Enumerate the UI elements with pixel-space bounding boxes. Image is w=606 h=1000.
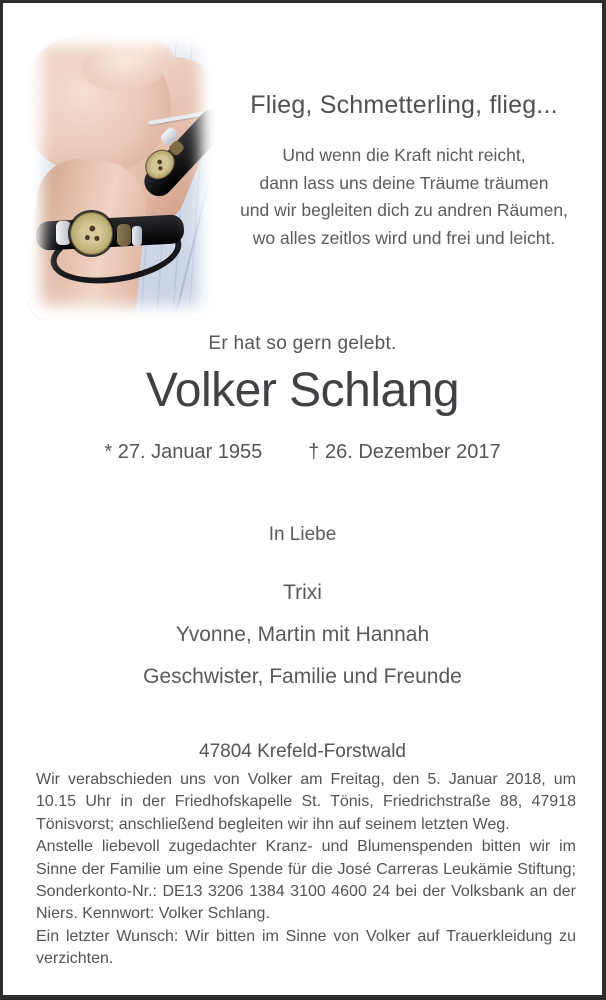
mourners-list <box>3 572 602 698</box>
photo-left-bracelet-silver-bead-2 <box>132 226 142 246</box>
photo-left-bracelet-silver-bead <box>56 221 71 245</box>
poem-line-1: Und wenn die Kraft nicht reicht, <box>282 145 526 165</box>
funeral-paragraph-3: Ein letzter Wunsch: Wir bitten im Sinne von Volker auf Trauerkleidung zu verzichten. <box>36 927 576 968</box>
poem-line-4: wo alles zeitlos wird und frei und leicht. <box>252 227 556 248</box>
poem-block <box>216 89 592 252</box>
memorial-photo <box>28 32 214 320</box>
mourner-name-3: Geschwister, Familie und Freunde <box>143 665 462 688</box>
poem-line-3: und wir begleiten dich zu andren Räumen, <box>240 200 568 220</box>
photo-left-bracelet-bronze-bead <box>117 224 131 246</box>
city-line: 47804 Krefeld-Forstwald <box>199 741 406 762</box>
birth-date: * 27. Januar 1955 <box>104 441 263 463</box>
funeral-paragraph-1: Wir verabschieden uns von Volker am Freitag, den 5. Januar 2018, um 10.15 Uhr in der Friedhofskapelle St. Tönis, Friedrichstraße 88, 47918 Tönisvorst; anschließend begleiten wir ihn auf seinem letzten Weg. <box>36 771 576 833</box>
poem-title: Flieg, Schmetterling, flieg... <box>250 91 558 119</box>
photo-left-bracelet-medallion <box>70 212 113 255</box>
mourners-intro: In Liebe <box>268 524 337 545</box>
mourner-name-2: Yvonne, Martin mit Hannah <box>175 623 430 646</box>
funeral-paragraph-2: Anstelle liebevoll zugedachter Kranz- und Blumenspenden bitten wir im Sinne der Familie um eine Spende für die José Carreras Leukämie Stiftung; Sonderkonto-Nr.: DE13 3206 1384 3100 4600 24 bei der Volksbank an der Niers. Kennwort: Volker Schlang. <box>36 838 576 923</box>
death-date: † 26. Dezember 2017 <box>308 441 501 463</box>
mourner-name-1: Trixi <box>283 581 322 604</box>
deceased-name: Volker Schlang <box>145 364 460 417</box>
lead-text: Er hat so gern gelebt. <box>208 333 397 354</box>
funeral-details <box>36 769 576 971</box>
life-dates <box>3 441 602 464</box>
poem-line-2: dann lass uns deine Träume träumen <box>259 172 549 193</box>
